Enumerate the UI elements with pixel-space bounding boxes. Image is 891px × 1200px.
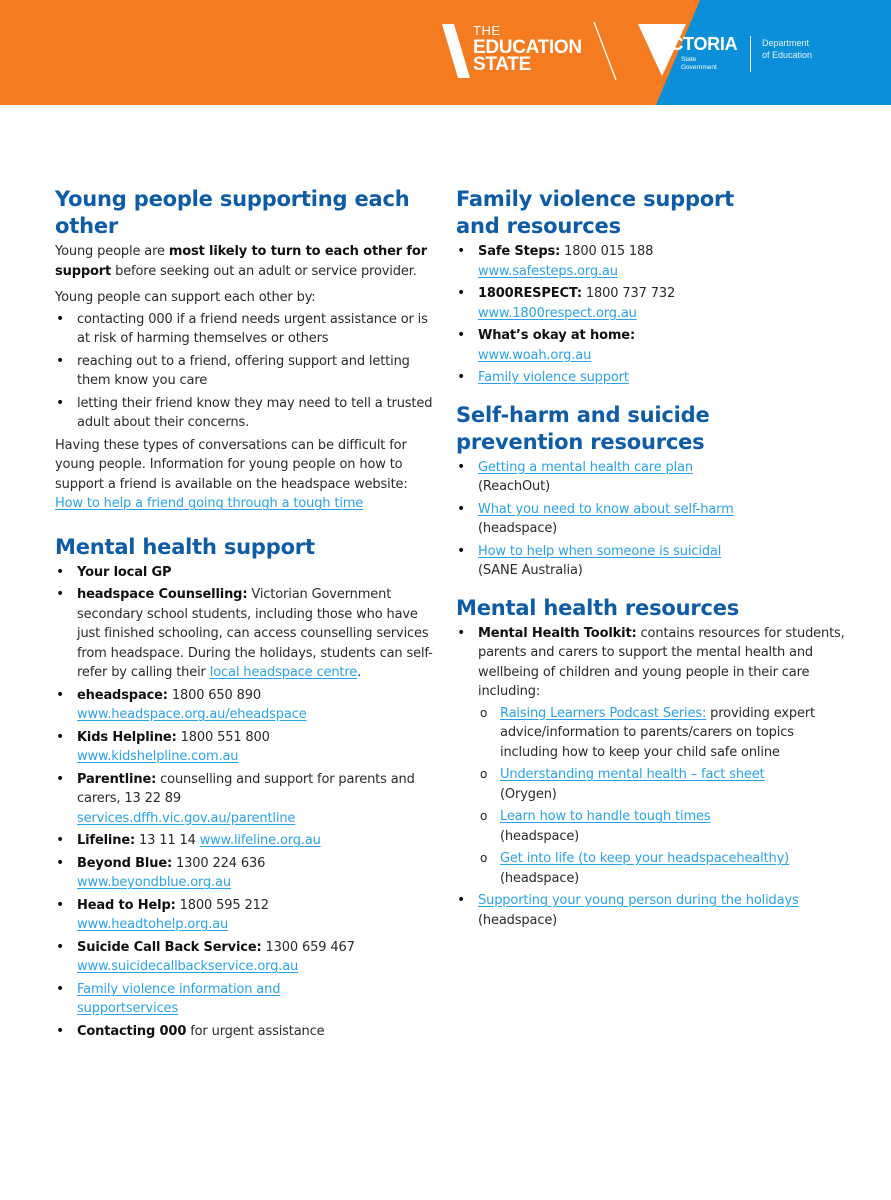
list-item (456, 500, 851, 539)
suicidal-help-link[interactable]: How to help when someone is suicidal (478, 543, 722, 559)
toolkit-text: contains resources for students, parents and carers to support the mental health and wellbeing of children and young people in their care including: (478, 625, 845, 699)
safe-steps-label: Safe Steps: (478, 244, 561, 259)
right-column (456, 186, 851, 944)
tough-times-link[interactable]: Learn how to handle tough times (500, 809, 711, 824)
toolkit-sub-list (478, 704, 851, 889)
list-item-headspace (55, 585, 435, 683)
list-item: • contacting 000 if a friend needs urgent assistance or is at risk of harming themselves or others (55, 310, 435, 349)
left-column (55, 186, 435, 1055)
section-mental-health-resources (456, 595, 851, 931)
logo-the: THE (473, 23, 501, 38)
victoria-wordmark: VICTORIA (654, 34, 738, 54)
intro-paragraph (55, 242, 435, 281)
list-item: • letting their friend know they may need to tell a trusted adult about their concerns. (55, 394, 435, 433)
list-item-beyond-blue (55, 854, 435, 893)
source-label: (headspace) (500, 870, 580, 886)
self-harm-link[interactable]: What you need to know about self-harm (478, 501, 734, 517)
list-item-urgent (55, 1022, 435, 1042)
intro-prefix: Young people are (55, 244, 169, 259)
list-item-fv-support (456, 368, 851, 388)
list-item-head-to-help (55, 896, 435, 935)
section-title: Mental health resources (456, 595, 740, 620)
source-label: (Orygen) (500, 786, 557, 802)
section-mental-health-support (55, 534, 435, 1042)
department-line1: Department (762, 38, 810, 48)
section-title: Mental health support (55, 534, 315, 559)
sub-item (478, 704, 851, 763)
head-to-help-link[interactable]: www.headtohelp.org.au (77, 917, 229, 932)
fact-sheet-link[interactable]: Understanding mental health – fact sheet (500, 767, 765, 782)
suicide-call-back-label: Suicide Call Back Service: (77, 939, 262, 955)
state-label: State (681, 56, 697, 63)
list-item (456, 458, 851, 497)
phone-number: 1800 650 890 (167, 687, 262, 703)
respect-label: 1800RESPECT: (478, 286, 582, 301)
beyond-blue-link[interactable]: www.beyondblue.org.au (77, 875, 231, 890)
list-item-gp (55, 563, 435, 583)
family-violence-info-link[interactable]: Family violence information and supportservices (77, 981, 281, 1016)
respect-link[interactable]: www.1800respect.org.au (478, 305, 637, 321)
list-item-safe-steps (456, 242, 851, 281)
kids-helpline-label: Kids Helpline: (77, 729, 177, 745)
support-services-list (55, 563, 435, 1042)
get-into-life-link[interactable]: Get into life (to keep your headspacehealthy) (500, 851, 790, 866)
list-item-woah (456, 326, 851, 365)
closing-text: Having these types of conversations can be difficult for young people. Information for young people on how to support a friend is available on the headspace website: (55, 437, 408, 492)
parentline-label: Parentline: (77, 771, 157, 787)
urgent-text: for urgent assistance (186, 1023, 325, 1039)
section-title: Self-harm and suicide prevention resources (456, 402, 710, 454)
intro-suffix: before seeking out an adult or service provider. (111, 263, 417, 279)
section-title: Young people supporting each other (55, 187, 410, 238)
toolkit-label: Mental Health Toolkit: (478, 625, 637, 641)
logo-divider (750, 36, 751, 72)
list-item-family-violence (55, 980, 435, 1019)
section-self-harm (456, 402, 851, 581)
department-label (762, 37, 812, 61)
lifeline-label: Lifeline: (77, 833, 136, 848)
section-title: Family violence support and resources (456, 187, 735, 238)
urgent-label: Contacting 000 (77, 1023, 187, 1039)
page-header (0, 0, 891, 105)
section-young-people (55, 186, 435, 514)
support-list (55, 310, 435, 433)
self-harm-list (456, 458, 851, 581)
phone-number: 1800 015 188 (560, 244, 654, 259)
gp-label: Your local GP (77, 564, 172, 580)
beyond-blue-label: Beyond Blue: (77, 855, 173, 871)
head-to-help-label: Head to Help: (77, 897, 176, 913)
list-item-eheadspace (55, 686, 435, 725)
podcast-link[interactable]: Raising Learners Podcast Series: (500, 705, 707, 721)
source-label: (headspace) (478, 521, 558, 536)
list-item-kids-helpline (55, 728, 435, 767)
parentline-text: counselling and support for parents and carers, 13 22 89 (77, 771, 415, 806)
section-family-violence (456, 186, 851, 388)
source-label: (ReachOut) (478, 479, 551, 494)
victoria-logo (638, 20, 748, 80)
lead-text: Young people can support each other by: (55, 290, 316, 305)
intro-bold: most likely to turn to each other for support (55, 244, 427, 279)
phone-number: 1800 551 800 (176, 729, 270, 745)
eheadspace-link[interactable]: www.headspace.org.au/eheadspace (77, 707, 307, 722)
list-item-suicide-call-back (55, 938, 435, 977)
sub-item-text: providing expert advice/information to parents/carers on topics including how to keep your child safe online (500, 705, 815, 760)
source-label: (headspace) (478, 912, 558, 928)
department-line2: of Education (762, 50, 813, 60)
source-label: (SANE Australia) (478, 563, 583, 578)
logo-slash-icon (590, 20, 620, 82)
phone-number: 1300 224 636 (172, 855, 266, 871)
help-friend-link[interactable]: How to help a friend going through a tough time (55, 496, 364, 511)
family-violence-list (456, 242, 851, 388)
list-item (456, 542, 851, 581)
lifeline-link[interactable]: www.lifeline.org.au (199, 833, 321, 848)
headspace-text: Victorian Government secondary school students, including those who have just finished schooling, can access counselling services from headspace. During the holidays, students can self-refer by calling their (77, 587, 433, 680)
phone-number: 1800 595 212 (175, 897, 269, 913)
list-item-1800respect (456, 284, 851, 323)
source-label: (headspace) (500, 828, 580, 844)
closing-paragraph (55, 436, 435, 514)
safe-steps-link[interactable]: www.safesteps.org.au (478, 263, 618, 279)
education-state-wordmark (473, 22, 582, 73)
phone-number: 1300 659 467 (261, 939, 355, 955)
local-headspace-link[interactable]: local headspace centre (209, 665, 358, 680)
list-item: • reaching out to a friend, offering support and letting them know you care (55, 352, 435, 391)
sub-item (478, 807, 851, 846)
phone-number: 1800 737 732 (581, 286, 676, 301)
list-item-parentline (55, 770, 435, 829)
holidays-link[interactable]: Supporting your young person during the holidays (478, 893, 799, 908)
kids-helpline-link[interactable]: www.kidshelpline.com.au (77, 749, 239, 764)
sub-item (478, 765, 851, 804)
suicide-call-back-link[interactable]: www.suicidecallbackservice.org.au (77, 959, 299, 974)
woah-label: What’s okay at home: (478, 328, 635, 343)
education-state-logo (440, 20, 620, 80)
care-plan-link[interactable]: Getting a mental health care plan (478, 459, 694, 475)
family-violence-support-link[interactable]: Family violence support (478, 370, 629, 385)
government-label: Government (681, 64, 717, 71)
phone-number: 13 11 14 (135, 833, 200, 848)
parentline-link[interactable]: services.dffh.vic.gov.au/parentline (77, 810, 296, 826)
list-item-holidays (456, 891, 851, 930)
mental-health-resources-list (456, 624, 851, 931)
state-government-label (681, 56, 717, 72)
woah-link[interactable]: www.woah.org.au (478, 347, 592, 363)
list-item-toolkit (456, 624, 851, 889)
logo-education: EDUCATION (473, 37, 582, 58)
headspace-label: headspace Counselling: (77, 587, 248, 602)
eheadspace-label: eheadspace: (77, 687, 168, 703)
list-item-lifeline (55, 831, 435, 851)
sub-item (478, 849, 851, 888)
logo-state: STATE (473, 54, 531, 75)
period: . (357, 665, 362, 680)
